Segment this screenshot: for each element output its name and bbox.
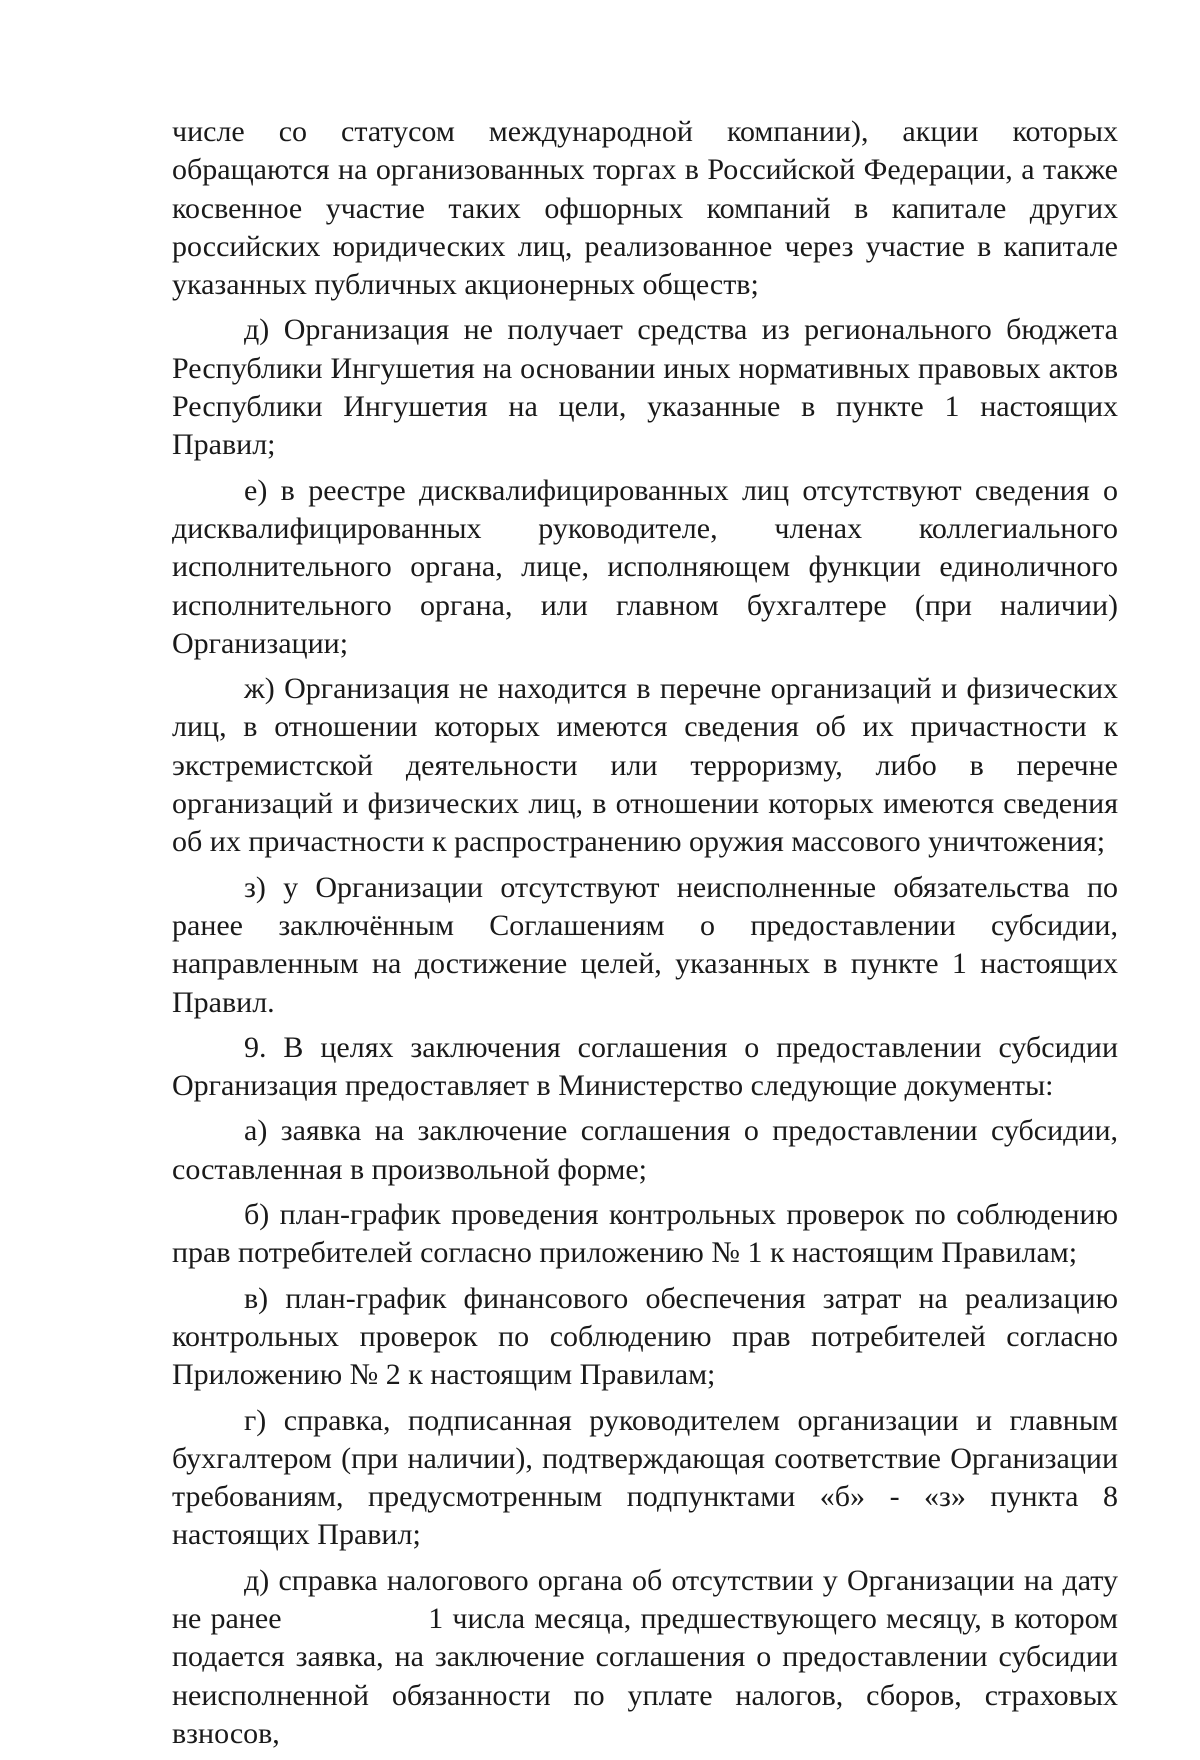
paragraph-item-d: д) Организация не получает средства из регионального бюджета Республики Ингушетия на основании иных нормативных правовых актов Республики Ингушетия на цели, указанные в пункте 1 настоящих Правил; (172, 313, 1118, 462)
paragraph-item-zh: ж) Организация не находится в перечне организаций и физических лиц, в отношении которых имеются сведения об их причастности к экстремистской деятельности или терроризму, либо в перечне организаций и физических лиц, в отношении которых имеются сведения об их причастности к распространению оружия массового уничтожения; (172, 672, 1118, 859)
paragraph-doc-a: а) заявка на заключение соглашения о предоставлении субсидии, составленная в произвольной форме; (172, 1114, 1118, 1186)
paragraph-doc-d: д) справка налогового органа об отсутствии у Организации на дату не ранее 1 числа месяца, предшествующего месяцу, в котором подается заявка, на заключение соглашения о предоставлении субсидии неисполненной обязанности по уплате налогов, сборов, страховых взносов, (172, 1563, 1126, 1750)
paragraph-clause-9: 9. В целях заключения соглашения о предоставлении субсидии Организация предоставляет в Министерство следующие документы: (172, 1030, 1118, 1103)
paragraph-doc-g: г) справка, подписанная руководителем организации и главным бухгалтером (при наличии), подтверждающая соответствие Организации требованиям, предусмотренным подпунктами «б» - «з» пункта 8 настоящих Правил; (172, 1403, 1118, 1552)
paragraph-doc-b: б) план-график проведения контрольных проверок по соблюдению прав потребителей согласно приложению № 1 к настоящим Правилам; (172, 1198, 1118, 1270)
paragraph-item-e: е) в реестре дисквалифицированных лиц отсутствуют сведения о дисквалифицированных руководителе, членах коллегиального исполнительного органа, лице, исполняющем функции единоличного исполнительного органа, или главном бухгалтере (при наличии) Организации; (172, 473, 1118, 660)
document-body (172, 113, 1126, 1760)
paragraph-item-z: з) у Организации отсутствуют неисполненные обязательства по ранее заключённым Соглашениям о предоставлении субсидии, направленным на достижение целей, указанных в пункте 1 настоящих Правил. (172, 870, 1118, 1019)
paragraph-intro-continued: числе со статусом международной компании), акции которых обращаются на организованных торгах в Российской Федерации, а также косвенное участие таких офшорных компаний в капитале других российских юридических лиц, реализованное через участие в капитале указанных публичных акционерных обществ; (172, 115, 1118, 302)
paragraph-doc-v: в) план-график финансового обеспечения затрат на реализацию контрольных проверок по соблюдению прав потребителей согласно Приложению № 2 к настоящим Правилам; (172, 1281, 1118, 1392)
